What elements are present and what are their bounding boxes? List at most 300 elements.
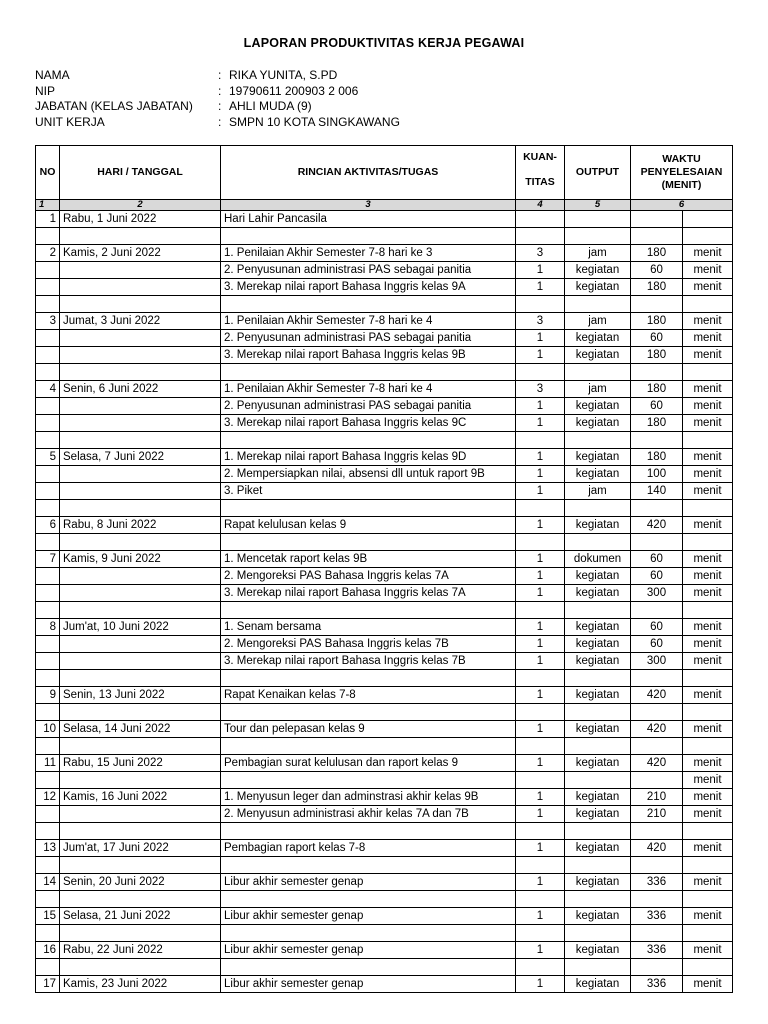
cell-time: 336 [631,908,683,925]
empty-cell [565,704,631,721]
empty-cell [60,228,221,245]
empty-cell [516,432,565,449]
cell-no [36,466,60,483]
cell-time: 210 [631,789,683,806]
empty-cell [565,891,631,908]
empty-cell [60,959,221,976]
spacer-row [36,959,733,976]
cell-output: kegiatan [565,636,631,653]
empty-cell [683,296,733,313]
cell-output: kegiatan [565,976,631,993]
info-value: 19790611 200903 2 006 [229,83,359,98]
cell-time: 100 [631,466,683,483]
empty-cell [221,738,516,755]
cell-date: Rabu, 22 Juni 2022 [60,942,221,959]
cell-no: 15 [36,908,60,925]
cell-date: Selasa, 21 Juni 2022 [60,908,221,925]
table-row [36,653,733,670]
empty-cell [631,891,683,908]
header-date: HARI / TANGGAL [60,146,221,200]
cell-output: kegiatan [565,398,631,415]
empty-cell [36,364,60,381]
empty-cell [565,296,631,313]
cell-time: 60 [631,636,683,653]
cell-no: 11 [36,755,60,772]
cell-no: 5 [36,449,60,466]
header-no: NO [36,146,60,200]
cell-unit: menit [683,619,733,636]
cell-date [60,568,221,585]
header-quantity-top: KUAN- [523,151,557,163]
header-activity: RINCIAN AKTIVITAS/TUGAS [221,146,516,200]
cell-unit: menit [683,908,733,925]
empty-cell [565,738,631,755]
cell-time: 60 [631,619,683,636]
empty-cell [631,670,683,687]
cell-unit: menit [683,585,733,602]
table-row [36,415,733,432]
cell-no: 9 [36,687,60,704]
cell-no [36,279,60,296]
cell-output: kegiatan [565,874,631,891]
table-row [36,840,733,857]
empty-cell [683,959,733,976]
empty-cell [631,959,683,976]
column-number-row [36,200,733,211]
empty-cell [683,228,733,245]
cell-output: kegiatan [565,653,631,670]
column-number: 2 [60,200,221,211]
cell-unit: menit [683,874,733,891]
empty-cell [221,500,516,517]
cell-activity: Rapat Kenaikan kelas 7-8 [221,687,516,704]
cell-no: 6 [36,517,60,534]
cell-time: 180 [631,449,683,466]
empty-cell [631,534,683,551]
cell-quantity [516,211,565,228]
cell-unit: menit [683,789,733,806]
cell-unit: menit [683,262,733,279]
table-row [36,279,733,296]
empty-cell [221,364,516,381]
spacer-row [36,296,733,313]
empty-cell [565,959,631,976]
header-time: WAKTU PENYELESAIAN (MENIT) [631,146,733,200]
cell-output: dokumen [565,551,631,568]
cell-quantity: 1 [516,517,565,534]
cell-output: kegiatan [565,908,631,925]
info-row-position [35,99,400,115]
cell-no [36,347,60,364]
table-row [36,976,733,993]
cell-time: 60 [631,330,683,347]
cell-no: 8 [36,619,60,636]
cell-output: jam [565,483,631,500]
empty-cell [631,500,683,517]
cell-activity: Pembagian surat kelulusan dan raport kelas 9 [221,755,516,772]
cell-quantity: 1 [516,449,565,466]
empty-cell [60,500,221,517]
table-row [36,211,733,228]
cell-quantity: 1 [516,279,565,296]
cell-activity: 3. Piket [221,483,516,500]
empty-cell [60,602,221,619]
cell-activity: 2. Mempersiapkan nilai, absensi dll untuk raport 9B [221,466,516,483]
table-row [36,262,733,279]
cell-output [565,211,631,228]
cell-unit: menit [683,551,733,568]
empty-cell [565,500,631,517]
cell-unit: menit [683,381,733,398]
spacer-row [36,704,733,721]
table-row [36,806,733,823]
cell-date: Kamis, 9 Juni 2022 [60,551,221,568]
table-row [36,789,733,806]
cell-date: Selasa, 14 Juni 2022 [60,721,221,738]
cell-activity: 1. Menyusun leger dan adminstrasi akhir kelas 9B [221,789,516,806]
cell-activity: Libur akhir semester genap [221,908,516,925]
spacer-row [36,534,733,551]
cell-quantity: 1 [516,840,565,857]
empty-cell [631,738,683,755]
spacer-row [36,670,733,687]
cell-activity: Libur akhir semester genap [221,874,516,891]
empty-cell [631,364,683,381]
cell-activity: 3. Merekap nilai raport Bahasa Inggris kelas 7A [221,585,516,602]
cell-unit: menit [683,347,733,364]
empty-cell [60,857,221,874]
cell-quantity: 1 [516,908,565,925]
empty-cell [36,925,60,942]
info-separator: : [218,114,222,129]
empty-cell [60,925,221,942]
column-number: 5 [565,200,631,211]
empty-cell [683,925,733,942]
cell-no [36,636,60,653]
cell-unit: menit [683,636,733,653]
empty-cell [516,228,565,245]
empty-cell [221,534,516,551]
cell-time: 60 [631,262,683,279]
cell-activity: 3. Merekap nilai raport Bahasa Inggris kelas 9A [221,279,516,296]
cell-time: 180 [631,347,683,364]
cell-quantity: 3 [516,381,565,398]
cell-no [36,415,60,432]
empty-cell [631,432,683,449]
empty-cell [36,959,60,976]
empty-cell [36,534,60,551]
cell-time: 300 [631,653,683,670]
empty-cell [516,602,565,619]
empty-cell [683,704,733,721]
spacer-row [36,364,733,381]
cell-output: kegiatan [565,568,631,585]
empty-cell [683,602,733,619]
empty-cell [36,602,60,619]
info-row-unit [35,115,400,131]
column-number: 1 [36,200,60,211]
cell-date: Rabu, 15 Juni 2022 [60,755,221,772]
cell-unit: menit [683,687,733,704]
cell-output: jam [565,313,631,330]
cell-output: kegiatan [565,330,631,347]
empty-cell [565,534,631,551]
table-row [36,755,733,772]
cell-output: kegiatan [565,942,631,959]
cell-unit: menit [683,721,733,738]
cell-output: kegiatan [565,789,631,806]
header-output: OUTPUT [565,146,631,200]
cell-unit: menit [683,942,733,959]
empty-cell [60,432,221,449]
cell-date: Senin, 6 Juni 2022 [60,381,221,398]
empty-cell [683,534,733,551]
spacer-row [36,857,733,874]
cell-activity: 1. Mencetak raport kelas 9B [221,551,516,568]
cell-quantity: 1 [516,466,565,483]
info-label: JABATAN (KELAS JABATAN) [35,99,193,113]
table-row [36,636,733,653]
cell-date [60,398,221,415]
empty-cell [221,823,516,840]
cell-no: 10 [36,721,60,738]
spacer-row [36,432,733,449]
cell-unit: menit [683,466,733,483]
info-separator: : [218,83,222,98]
empty-cell [683,432,733,449]
cell-time: 60 [631,551,683,568]
empty-cell [631,857,683,874]
empty-cell [516,364,565,381]
info-label: NAMA [35,68,70,82]
cell-activity: 2. Penyusunan administrasi PAS sebagai panitia [221,330,516,347]
cell-unit: menit [683,330,733,347]
info-label: UNIT KERJA [35,114,105,129]
table-row [36,381,733,398]
spacer-row [36,738,733,755]
cell-no [36,585,60,602]
empty-cell [60,670,221,687]
table-row [36,245,733,262]
spacer-row [36,925,733,942]
info-separator: : [218,99,222,113]
empty-cell [516,891,565,908]
cell-date: Senin, 13 Juni 2022 [60,687,221,704]
empty-cell [683,857,733,874]
cell-time: 140 [631,483,683,500]
cell-time: 60 [631,398,683,415]
spacer-row [36,823,733,840]
table-body [36,211,733,993]
cell-quantity: 1 [516,942,565,959]
cell-output: kegiatan [565,840,631,857]
cell-output: kegiatan [565,262,631,279]
table-row [36,874,733,891]
cell-quantity: 1 [516,653,565,670]
cell-quantity: 1 [516,687,565,704]
cell-activity: 2. Penyusunan administrasi PAS sebagai panitia [221,262,516,279]
cell-time: 180 [631,313,683,330]
cell-date [60,653,221,670]
cell-output [565,772,631,789]
table-row [36,449,733,466]
cell-activity: 1. Penilaian Akhir Semester 7-8 hari ke 4 [221,313,516,330]
cell-unit: menit [683,806,733,823]
cell-unit: menit [683,449,733,466]
cell-quantity: 1 [516,721,565,738]
cell-quantity: 1 [516,619,565,636]
empty-cell [683,364,733,381]
table-row [36,466,733,483]
column-number: 4 [516,200,565,211]
cell-quantity: 1 [516,789,565,806]
empty-cell [516,534,565,551]
cell-quantity: 1 [516,398,565,415]
cell-unit: menit [683,415,733,432]
cell-date [60,772,221,789]
empty-cell [36,738,60,755]
cell-time: 420 [631,840,683,857]
table-row [36,585,733,602]
empty-cell [221,602,516,619]
cell-output: kegiatan [565,619,631,636]
cell-output: jam [565,381,631,398]
empty-cell [36,891,60,908]
cell-time: 60 [631,568,683,585]
empty-cell [60,704,221,721]
cell-unit: menit [683,976,733,993]
empty-cell [631,228,683,245]
cell-unit: menit [683,568,733,585]
cell-no [36,772,60,789]
cell-time: 180 [631,381,683,398]
empty-cell [565,228,631,245]
cell-date: Kamis, 16 Juni 2022 [60,789,221,806]
cell-date [60,585,221,602]
table-row [36,483,733,500]
cell-output: kegiatan [565,449,631,466]
empty-cell [221,228,516,245]
table-row [36,721,733,738]
cell-time: 420 [631,517,683,534]
empty-cell [565,857,631,874]
cell-unit [683,211,733,228]
table-row [36,330,733,347]
cell-date: Jum'at, 17 Juni 2022 [60,840,221,857]
cell-output: kegiatan [565,415,631,432]
cell-no [36,568,60,585]
cell-quantity [516,772,565,789]
cell-output: jam [565,245,631,262]
empty-cell [221,925,516,942]
cell-time [631,211,683,228]
cell-output: kegiatan [565,279,631,296]
info-value: RIKA YUNITA, S.PD [229,68,338,82]
cell-date [60,330,221,347]
cell-activity: Tour dan pelepasan kelas 9 [221,721,516,738]
cell-quantity: 1 [516,551,565,568]
cell-time: 180 [631,279,683,296]
cell-time: 300 [631,585,683,602]
cell-unit: menit [683,245,733,262]
table-row [36,942,733,959]
empty-cell [36,500,60,517]
cell-no [36,330,60,347]
cell-no: 14 [36,874,60,891]
spacer-row [36,891,733,908]
cell-quantity: 1 [516,262,565,279]
empty-cell [516,704,565,721]
table-row [36,568,733,585]
cell-quantity: 3 [516,313,565,330]
cell-date [60,806,221,823]
report-title: LAPORAN PRODUKTIVITAS KERJA PEGAWAI [243,36,525,50]
cell-activity: 1. Senam bersama [221,619,516,636]
empty-cell [36,296,60,313]
cell-unit: menit [683,840,733,857]
empty-cell [221,704,516,721]
cell-no: 3 [36,313,60,330]
productivity-table [35,145,733,993]
cell-time: 180 [631,245,683,262]
header-quantity-bottom: TITAS [525,176,555,188]
cell-no [36,398,60,415]
cell-activity: 2. Mengoreksi PAS Bahasa Inggris kelas 7B [221,636,516,653]
empty-cell [631,704,683,721]
column-number: 6 [631,200,733,211]
cell-activity: 1. Penilaian Akhir Semester 7-8 hari ke 3 [221,245,516,262]
cell-no: 2 [36,245,60,262]
empty-cell [516,670,565,687]
table-row [36,398,733,415]
cell-time: 180 [631,415,683,432]
cell-unit: menit [683,279,733,296]
cell-unit: menit [683,398,733,415]
empty-cell [683,670,733,687]
info-row-nip [35,84,400,100]
cell-no: 13 [36,840,60,857]
cell-time: 336 [631,942,683,959]
empty-cell [60,738,221,755]
table-row [36,517,733,534]
cell-no: 17 [36,976,60,993]
employee-info [35,68,400,130]
empty-cell [565,364,631,381]
table-row [36,772,733,789]
cell-output: kegiatan [565,585,631,602]
cell-quantity: 1 [516,755,565,772]
empty-cell [60,296,221,313]
empty-cell [516,738,565,755]
cell-activity: 3. Merekap nilai raport Bahasa Inggris kelas 9C [221,415,516,432]
empty-cell [631,823,683,840]
cell-quantity: 1 [516,585,565,602]
cell-quantity: 1 [516,483,565,500]
cell-date [60,466,221,483]
header-quantity [516,146,565,200]
empty-cell [631,602,683,619]
cell-activity: 2. Mengoreksi PAS Bahasa Inggris kelas 7A [221,568,516,585]
empty-cell [60,534,221,551]
cell-activity: 1. Merekap nilai raport Bahasa Inggris kelas 9D [221,449,516,466]
cell-quantity: 1 [516,874,565,891]
cell-date: Rabu, 1 Juni 2022 [60,211,221,228]
empty-cell [683,738,733,755]
empty-cell [36,670,60,687]
empty-cell [565,432,631,449]
cell-date [60,262,221,279]
empty-cell [36,704,60,721]
